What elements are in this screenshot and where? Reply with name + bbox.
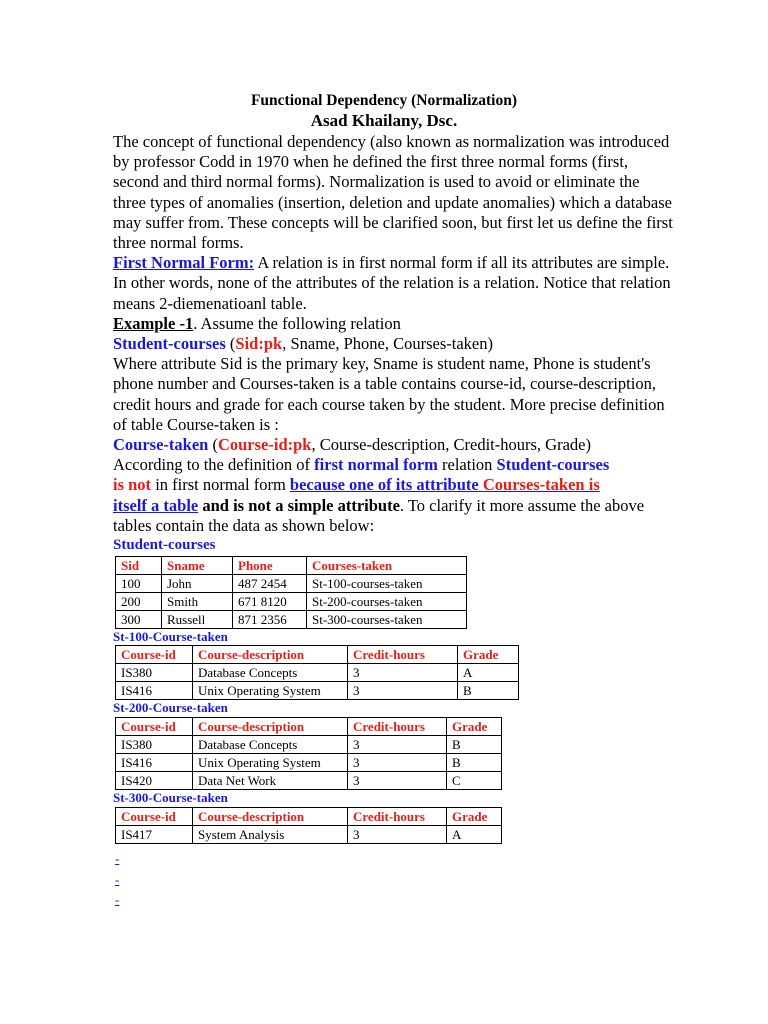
table-row [116,772,502,790]
header-cell: Course-description [193,646,348,664]
document-title: Functional Dependency (Normalization) [250,92,518,109]
table-definition-pk: Course-id:pk [217,435,312,455]
table-cell: St-200-courses-taken [307,593,467,611]
table-header-row [116,557,467,575]
table-cell: A [458,664,519,682]
header-cell: Course-description [193,808,348,826]
first-normal-form-paragraph [113,253,673,314]
relation-definition [113,334,673,354]
table-definition-name: Course-taken [113,435,209,455]
document-author: Asad Khailany, Dsc. [310,111,458,130]
table-cell: Russell [162,611,233,629]
conclusion-courses-taken: Courses-taken is [482,475,600,495]
table-row [116,736,502,754]
table-cell: IS417 [116,826,193,844]
header-cell: Grade [458,646,519,664]
header-cell: Grade [447,808,502,826]
table-row [116,682,519,700]
table-cell: St-300-courses-taken [307,611,467,629]
relation-rest: , Sname, Phone, Courses-taken) [282,334,493,354]
conclusion-itself-table: itself a table [113,495,199,515]
table-cell: Database Concepts [193,736,348,754]
example-label: Example -1 [113,313,194,333]
table-definition-open: ( [208,435,218,455]
table-cell: 671 8120 [233,593,307,611]
header-cell: Sname [162,557,233,575]
table-cell: 3 [348,664,458,682]
course-table-label: St-100-Course-taken [113,629,228,644]
header-cell: Course-id [116,718,193,736]
table-cell: B [447,754,502,772]
course-table-st-200 [115,717,502,790]
trailing-link[interactable]: - [115,851,120,866]
table-cell: A [447,826,502,844]
table-cell: IS420 [116,772,193,790]
trailing-link[interactable]: - [115,872,120,887]
header-cell: Course-id [116,646,193,664]
header-cell: Credit-hours [348,808,447,826]
table-cell: C [447,772,502,790]
table-definition [113,435,673,455]
table-cell: B [458,682,519,700]
table-cell: IS416 [116,682,193,700]
course-table-st-100 [115,645,519,700]
table-row [116,611,467,629]
document-body [113,132,673,536]
header-cell: Phone [233,557,307,575]
first-normal-form-link[interactable]: First Normal Form: [113,253,255,273]
conclusion-paragraph [113,455,673,536]
conclusion-part-5: . To clarify it more assume the above tables contain the data as shown below: [113,495,645,535]
conclusion-part-1: According to the definition of [113,455,315,475]
conclusion-part-4: and is not a simple attribute [198,495,400,515]
table-cell: Data Net Work [193,772,348,790]
table-cell: 3 [348,682,458,700]
table-cell: 487 2454 [233,575,307,593]
table-cell: St-100-courses-taken [307,575,467,593]
conclusion-fnf: first normal form [314,455,438,475]
table-header-row [116,718,502,736]
table-cell: John [162,575,233,593]
table-cell: 3 [348,736,447,754]
header-cell: Credit-hours [348,646,458,664]
table-cell: 3 [348,826,447,844]
student-courses-table [115,556,467,629]
example-text: . Assume the following relation [193,313,401,333]
relation-open: ( [225,334,236,354]
table-cell: 871 2356 [233,611,307,629]
table-cell: IS380 [116,736,193,754]
intro-paragraph: The concept of functional dependency (also known as normalization was introduced by professor Codd in 1970 when he defined the first three normal forms (first, second and third normal forms). Normalization is used to avoid or eliminate the three types of anomalies (insertion, deletion and update anomalies) which a database may suffer from. These concepts will be clarified soon, but first let us define the first three normal forms. [113,132,673,253]
relation-description: Where attribute Sid is the primary key, Sname is student name, Phone is student's phone number and Courses-taken is a table contains course-id, course-description, credit hours and grade for each course taken by the student. More precise definition of table Course-taken is : [113,354,665,434]
header-cell: Credit-hours [348,718,447,736]
course-table-st-300 [115,807,502,844]
conclusion-part-3: in first normal form [151,475,290,495]
table-cell: 300 [116,611,162,629]
table-cell: 200 [116,593,162,611]
table-row [116,575,467,593]
table-cell: IS380 [116,664,193,682]
example-paragraph [113,314,673,334]
conclusion-because: because one of its attribute [289,475,483,495]
table-header-row [116,808,502,826]
table-cell: Unix Operating System [193,682,348,700]
table-cell: 100 [116,575,162,593]
table-row [116,826,502,844]
first-normal-form-text: A relation is in first normal form if all its attributes are simple. In other words, none of the attributes of the relation is a relation. Notice that relation means 2-diemenatioanl table. [113,253,671,313]
table-row [116,593,467,611]
student-courses-label: Student-courses [113,537,216,553]
relation-name: Student-courses [113,334,226,354]
table-cell: System Analysis [193,826,348,844]
relation-pk: Sid:pk [235,334,283,354]
table-cell: 3 [348,772,447,790]
table-cell: B [447,736,502,754]
table-cell: 3 [348,754,447,772]
conclusion-student-courses: Student-courses [496,455,610,475]
table-definition-rest: , Course-description, Credit-hours, Grade) [311,435,591,455]
header-cell: Sid [116,557,162,575]
conclusion-is-not: is not [113,475,152,495]
course-table-label: St-300-Course-taken [113,790,228,805]
header-cell: Course-description [193,718,348,736]
table-cell: Unix Operating System [193,754,348,772]
table-cell: Smith [162,593,233,611]
trailing-link[interactable]: - [115,892,120,907]
header-cell: Grade [447,718,502,736]
header-cell: Courses-taken [307,557,467,575]
table-header-row [116,646,519,664]
table-cell: IS416 [116,754,193,772]
header-cell: Course-id [116,808,193,826]
course-table-label: St-200-Course-taken [113,700,228,715]
table-row [116,754,502,772]
table-cell: Database Concepts [193,664,348,682]
conclusion-part-2: relation [437,455,497,475]
table-row [116,664,519,682]
